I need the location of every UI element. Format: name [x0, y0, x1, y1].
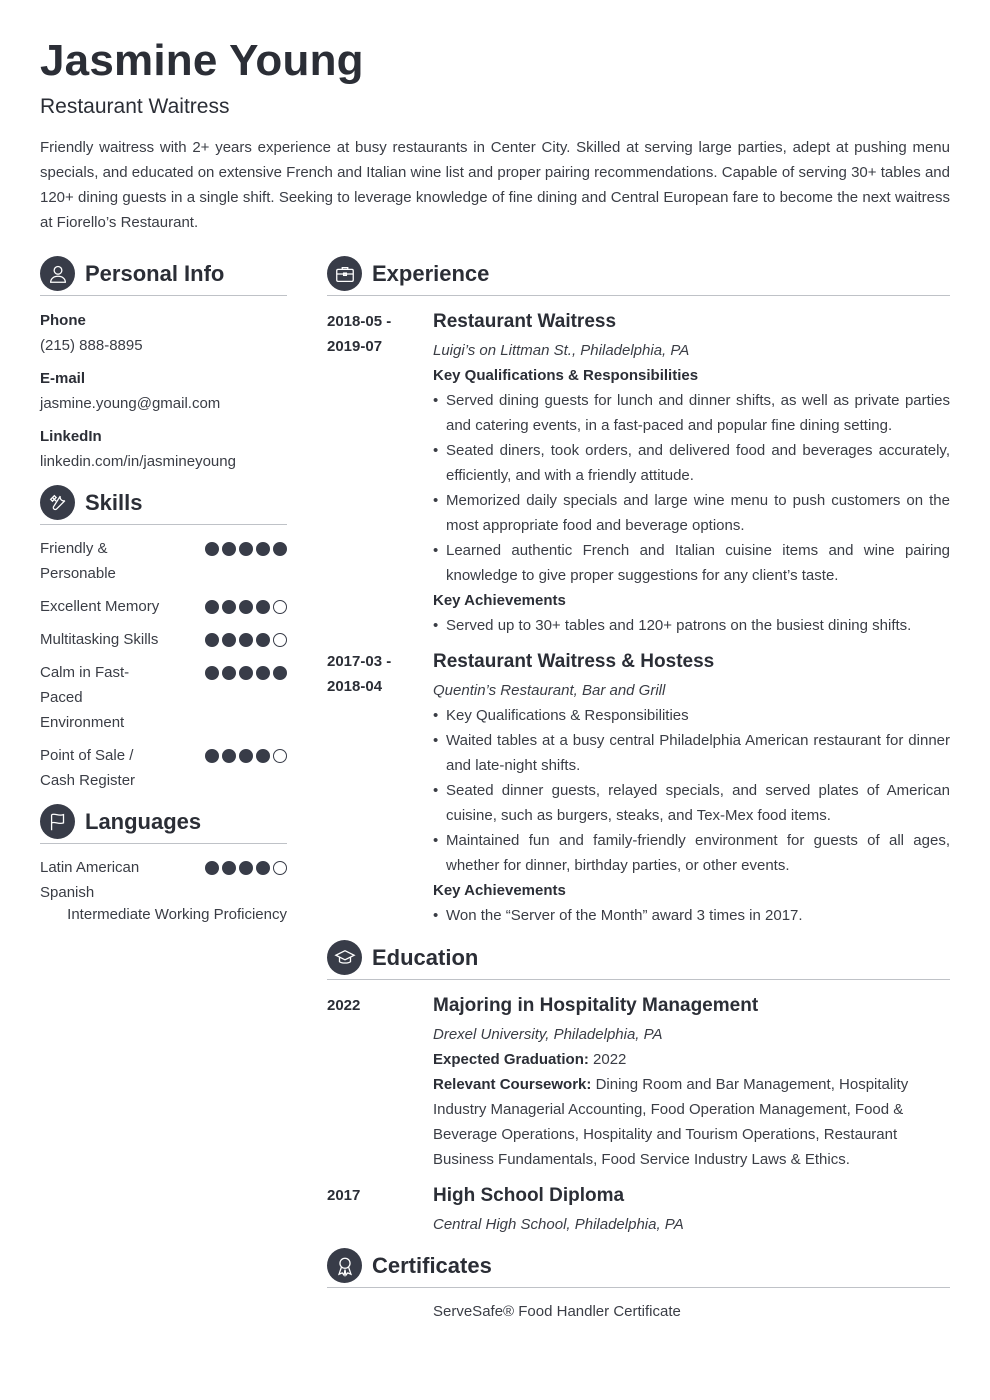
list-item: • Served up to 30+ tables and 120+ patrons on the busiest dining shifts. [433, 613, 950, 638]
languages-list [40, 855, 287, 925]
skill-name: Multitasking Skills [40, 631, 159, 648]
certificate-name: ServeSafe® Food Handler Certificate [433, 1303, 681, 1320]
job-role: Restaurant Waitress [433, 311, 617, 332]
rating-dot-filled [239, 542, 253, 556]
rating-dot-filled [205, 600, 219, 614]
expected-graduation: Expected Graduation: 2022 [433, 1051, 627, 1068]
education-heading: Education [372, 945, 479, 970]
summary: Friendly waitress with 2+ years experience at busy restaurants in Center City. Skilled at serving large parties, adept at pushing menu specials, and educated on extensive French and Italian wine list and proper pairing recommendations. Capable of serving 30+ tables and 120+ dining guests in a single shift. Seeking to leverage knowledge of fine dining and Central European fare to become the next waitress at Fiorello’s Restaurant. [40, 139, 950, 231]
phone-label: Phone [40, 312, 86, 329]
rating-dot-filled [205, 749, 219, 763]
experience-list [327, 309, 950, 928]
education-item [327, 993, 950, 1172]
personal-info-header [40, 256, 287, 296]
list-item: • Seated diners, took orders, and delivered food and beverages accurately, efficiently, and with a friendly attitude. [433, 438, 950, 488]
resume-title: Restaurant Waitress [40, 95, 230, 118]
job-employer: Luigi’s on Littman St., Philadelphia, PA [433, 342, 690, 359]
flag-icon [40, 804, 75, 839]
skill-item [40, 627, 287, 652]
languages-header [40, 804, 287, 844]
skill-item [40, 594, 287, 619]
list-item: • Learned authentic French and Italian cuisine items and wine pairing knowledge to give proper suggestions for any client’s taste. [433, 538, 950, 588]
rating-dot-filled [256, 633, 270, 647]
certificates-heading: Certificates [372, 1253, 492, 1278]
resume-name: Jasmine Young [40, 36, 364, 85]
job-dates: 2017-03 - 2018-04 [327, 653, 392, 695]
email-label: E-mail [40, 370, 86, 387]
rating-dot-filled [256, 600, 270, 614]
linkedin-value[interactable]: linkedin.com/in/jasmineyoung [40, 453, 236, 470]
language-name: Latin American Spanish [40, 859, 140, 901]
rating-dot-empty [273, 600, 287, 614]
rating-dots [205, 749, 287, 763]
left-column [40, 256, 287, 925]
rating-dot-filled [273, 542, 287, 556]
rating-dot-filled [222, 542, 236, 556]
rating-dot-filled [205, 633, 219, 647]
job-dates: 2018-05 - 2019-07 [327, 313, 392, 355]
skills-list [40, 536, 287, 793]
rating-dot-filled [256, 542, 270, 556]
right-column [327, 256, 950, 1324]
rating-dot-filled [222, 666, 236, 680]
rating-dot-empty [273, 861, 287, 875]
rating-dot-filled [256, 666, 270, 680]
rating-dots [205, 861, 287, 875]
briefcase-icon [327, 256, 362, 291]
job-role: Restaurant Waitress & Hostess [433, 651, 715, 672]
rating-dot-filled [256, 749, 270, 763]
rating-dot-filled [222, 861, 236, 875]
job-bullets [433, 388, 950, 588]
relevant-coursework: Relevant Coursework: Dining Room and Bar Management, Hospitality Industry Managerial Accounting, Food Operation Management, Food & Beverage Operations, Hospitality and Tourism Operations, Restaurant Business Fundamentals, Food Service Industry Laws & Ethics. [433, 1076, 909, 1168]
skills-header [40, 485, 287, 525]
language-item [40, 855, 287, 905]
rating-dot-filled [273, 666, 287, 680]
rating-dot-filled [239, 633, 253, 647]
skill-name: Excellent Memory [40, 598, 160, 615]
skill-item [40, 743, 287, 793]
certificate-item [327, 1299, 950, 1324]
list-item: • Key Qualifications & Responsibilities [433, 703, 950, 728]
job-achievements-label: Key Achievements [433, 882, 566, 899]
education-school: Central High School, Philadelphia, PA [433, 1216, 684, 1233]
language-proficiency: Intermediate Working Proficiency [67, 906, 287, 923]
rating-dot-filled [205, 861, 219, 875]
graduation-cap-icon [327, 940, 362, 975]
user-icon [40, 256, 75, 291]
award-ribbon-icon [327, 1248, 362, 1283]
list-item: • Memorized daily specials and large wine menu to push customers on the most appropriate food and beverage options. [433, 488, 950, 538]
phone-value: (215) 888-8895 [40, 337, 143, 354]
rating-dots [205, 666, 287, 680]
personal-info-heading: Personal Info [85, 261, 225, 286]
certificates-header [327, 1248, 950, 1288]
rating-dots [205, 633, 287, 647]
list-item: • Seated dinner guests, relayed specials, and served plates of American cuisine, such as burgers, steaks, and Tex-Mex food items. [433, 778, 950, 828]
job-entry [327, 649, 950, 928]
education-date: 2017 [327, 1187, 361, 1204]
rating-dot-filled [222, 600, 236, 614]
rating-dot-filled [222, 749, 236, 763]
rating-dot-filled [239, 861, 253, 875]
education-degree: High School Diploma [433, 1185, 625, 1206]
languages-heading: Languages [85, 809, 202, 834]
job-entry [327, 309, 950, 638]
rating-dot-empty [273, 633, 287, 647]
skill-name: Friendly & Personable [40, 540, 116, 582]
linkedin-label: LinkedIn [40, 428, 102, 445]
education-school: Drexel University, Philadelphia, PA [433, 1026, 663, 1043]
rating-dots [205, 600, 287, 614]
rating-dot-filled [205, 542, 219, 556]
email-value[interactable]: jasmine.young@gmail.com [40, 395, 221, 412]
list-item: • Served dining guests for lunch and dinner shifts, as well as private parties and catering events, in a fast-paced and popular fine dining setting. [433, 388, 950, 438]
skills-heading: Skills [85, 490, 143, 515]
list-item: • Maintained fun and family-friendly environment for guests of all ages, whether for dinner, birthday parties, or other events. [433, 828, 950, 878]
skill-name: Point of Sale / Cash Register [40, 747, 136, 789]
experience-heading: Experience [372, 261, 490, 286]
rating-dot-filled [239, 600, 253, 614]
rating-dot-filled [239, 666, 253, 680]
education-list [327, 993, 950, 1237]
job-employer: Quentin’s Restaurant, Bar and Grill [433, 682, 666, 699]
job-bullets [433, 703, 950, 878]
education-date: 2022 [327, 997, 361, 1014]
skill-name: Calm in Fast-Paced Environment [40, 664, 130, 731]
rating-dot-filled [222, 633, 236, 647]
rating-dot-empty [273, 749, 287, 763]
personal-info [40, 308, 287, 474]
job-achievements [433, 613, 950, 638]
skill-item [40, 660, 287, 735]
job-achievements-label: Key Achievements [433, 592, 566, 609]
education-item [327, 1183, 950, 1237]
rating-dot-filled [239, 749, 253, 763]
experience-header [327, 256, 950, 296]
list-item: • Waited tables at a busy central Philadelphia American restaurant for dinner and late-night shifts. [433, 728, 950, 778]
rating-dots [205, 542, 287, 556]
rating-dot-filled [205, 666, 219, 680]
list-item: • Won the “Server of the Month” award 3 times in 2017. [433, 903, 950, 928]
job-resp-label: Key Qualifications & Responsibilities [433, 367, 699, 384]
job-achievements [433, 903, 950, 928]
education-header [327, 940, 950, 980]
rating-dot-filled [256, 861, 270, 875]
education-degree: Majoring in Hospitality Management [433, 995, 759, 1016]
tools-icon [40, 485, 75, 520]
skill-item [40, 536, 287, 586]
